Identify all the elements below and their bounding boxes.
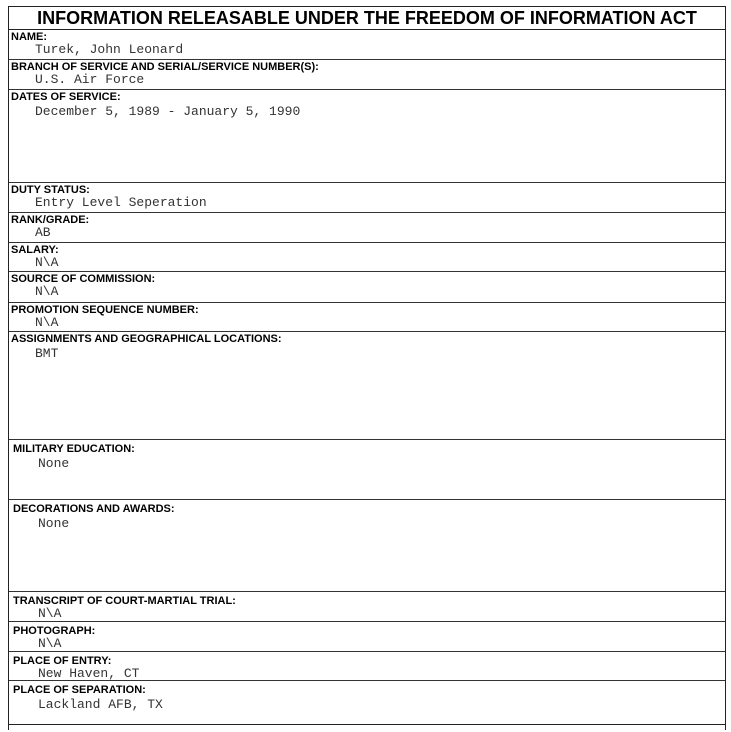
field-label: DECORATIONS AND AWARDS: [13,503,175,515]
field-photograph [9,622,725,652]
field-promotion-sequence-number [9,303,725,332]
field-value: New Haven, CT [38,666,140,681]
field-value: Lackland AFB, TX [38,697,163,712]
field-value: U.S. Air Force [35,72,145,87]
field-rank-grade [9,213,725,243]
field-label: MILITARY EDUCATION: [13,443,135,455]
field-value: N\A [38,636,62,651]
field-label: DUTY STATUS: [11,184,90,196]
field-label: PLACE OF SEPARATION: [13,684,146,696]
field-value: N\A [35,255,59,270]
field-salary [9,243,725,272]
field-label: ASSIGNMENTS AND GEOGRAPHICAL LOCATIONS: [11,333,282,345]
field-value: Entry Level Seperation [35,195,207,210]
field-military-education [9,440,725,500]
field-value: AB [35,225,51,240]
field-value: None [38,456,70,471]
form-title: INFORMATION RELEASABLE UNDER THE FREEDOM OF INFORMATION ACT [9,7,725,30]
field-label: PLACE OF ENTRY: [13,655,112,667]
field-label: PHOTOGRAPH: [13,625,96,637]
field-label: DATES OF SERVICE: [11,91,121,103]
field-value: December 5, 1989 - January 5, 1990 [35,104,301,119]
field-label: PROMOTION SEQUENCE NUMBER: [11,304,199,316]
field-value: N\A [38,606,62,621]
field-label: BRANCH OF SERVICE AND SERIAL/SERVICE NUMBER(S): [11,61,319,73]
field-label: SOURCE OF COMMISSION: [11,273,156,285]
field-dates-of-service [9,90,725,183]
field-duty-status [9,183,725,213]
field-assignments [9,332,725,440]
field-label: TRANSCRIPT OF COURT-MARTIAL TRIAL: [13,595,236,607]
field-source-of-commission [9,272,725,303]
field-court-martial-transcript [9,592,725,622]
field-value: Turek, John Leonard [35,42,184,57]
field-place-of-separation [9,681,725,725]
field-label: NAME: [11,31,48,43]
field-label: RANK/GRADE: [11,214,90,226]
foia-form [8,6,726,730]
field-label: SALARY: [11,244,59,256]
field-place-of-entry [9,652,725,681]
field-decorations-and-awards [9,500,725,592]
field-value: N\A [35,315,59,330]
field-value: None [38,516,70,531]
field-value: BMT [35,346,59,361]
field-value: N\A [35,284,59,299]
field-name [9,30,725,60]
field-branch-of-service [9,60,725,90]
